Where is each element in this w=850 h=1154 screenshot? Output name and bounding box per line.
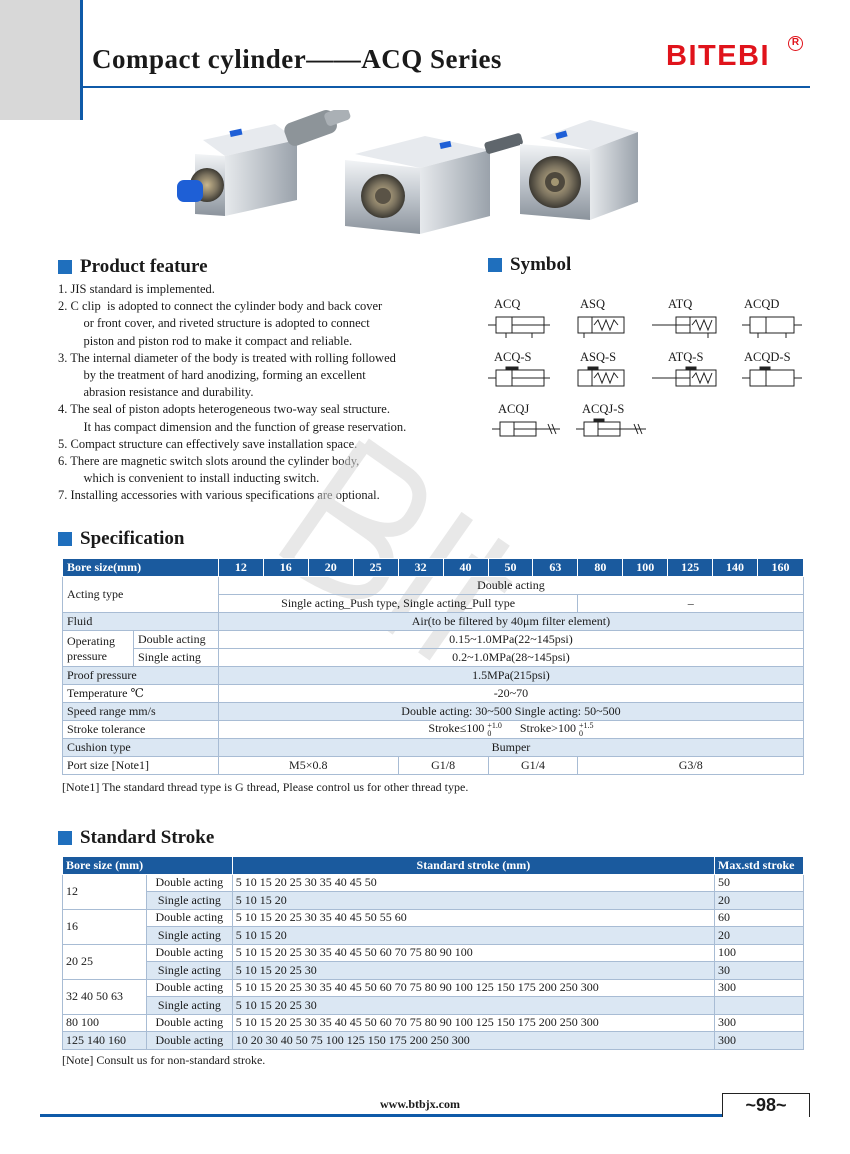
footer-rule	[40, 1114, 810, 1117]
page-title: Compact cylinder——ACQ Series	[92, 44, 502, 74]
acting-type-cell: Double acting	[146, 874, 232, 892]
max-cell: 30	[715, 962, 804, 980]
table-header-row	[63, 857, 804, 875]
header-cell: 25	[353, 559, 398, 577]
table-row	[63, 1032, 804, 1050]
row-label: Cushion type	[63, 739, 219, 757]
registered-mark-icon: R	[788, 36, 803, 51]
max-cell	[715, 997, 804, 1015]
table-row	[63, 703, 804, 721]
symbol-grid	[488, 292, 808, 442]
symbol-label: ACQD-S	[744, 350, 791, 364]
row-label: Acting type	[63, 577, 219, 613]
strokes-cell: 5 10 15 20	[232, 927, 714, 945]
table-row	[63, 685, 804, 703]
strokes-cell: 5 10 15 20 25 30	[232, 962, 714, 980]
section-square-icon	[488, 258, 502, 272]
max-cell: 20	[715, 927, 804, 945]
feature-list	[58, 281, 458, 505]
table-cell: 0.15~1.0MPa(22~145psi)	[218, 631, 803, 649]
feature-line: 1. JIS standard is implemented.	[58, 282, 215, 296]
symbol-title: Symbol	[510, 254, 572, 275]
cylinder-photo-1	[177, 110, 351, 216]
feature-line: 3. The internal diameter of the body is treated with rolling followed	[58, 350, 396, 365]
acting-type-cell: Double acting	[146, 1032, 232, 1050]
strokes-cell: 5 10 15 20 25 30	[232, 997, 714, 1015]
table-row	[63, 997, 804, 1015]
header-cell: 12	[218, 559, 263, 577]
header-cell: Standard stroke (mm)	[232, 857, 714, 875]
symbol-label: ASQ-S	[580, 350, 617, 364]
strokes-cell: 5 10 15 20 25 30 35 40 45 50 60 70 75 80 90 100 125 150 175 200 250 300	[232, 1014, 714, 1032]
table-row	[63, 874, 804, 892]
symbol-label: ACQ-S	[494, 350, 532, 364]
strokes-cell: 10 20 30 40 50 75 100 125 150 175 200 250 300	[232, 1032, 714, 1050]
title-underline	[80, 86, 810, 88]
row-label: Fluid	[63, 613, 219, 631]
table-cell: M5×0.8	[218, 757, 398, 775]
acting-type-cell: Double acting	[146, 979, 232, 997]
feature-line: by the treatment of hard anodizing, forming an excellent	[71, 368, 366, 383]
tolerance-a-lower: 0	[487, 728, 492, 738]
row-label-line: Operating	[67, 633, 115, 648]
strokes-cell: 5 10 15 20 25 30 35 40 45 50 60 70 75 80 90 100 125 150 175 200 250 300	[232, 979, 714, 997]
bore-cell: 12	[63, 874, 147, 909]
row-label: Proof pressure	[63, 667, 219, 685]
feature-line: 2. C clip is adopted to connect the cylinder body and back cover	[58, 299, 383, 314]
header-cell: 140	[713, 559, 758, 577]
row-label: Port size [Note1]	[63, 757, 219, 775]
section-square-icon	[58, 260, 72, 274]
row-label: Temperature ℃	[63, 685, 219, 703]
tolerance-a-upper: +1.0	[487, 720, 502, 730]
table-row	[63, 979, 804, 997]
table-row	[63, 649, 804, 667]
feature-line: which is convenient to install inducting switch.	[71, 471, 320, 486]
row-label: Stroke tolerance	[63, 721, 219, 739]
brand-logo: BITEBI	[666, 40, 771, 72]
header-cell: 100	[623, 559, 668, 577]
max-cell: 300	[715, 1032, 804, 1050]
section-square-icon	[58, 532, 72, 546]
feature-line: or front cover, and riveted structure is adopted to connect	[71, 316, 370, 331]
row-label: Speed range mm/s	[63, 703, 219, 721]
specification-title: Specification	[80, 528, 185, 549]
product-photos	[175, 110, 655, 235]
standard-stroke-title: Standard Stroke	[80, 827, 215, 848]
symbol-label: ACQD	[744, 297, 780, 311]
header-cell: 50	[488, 559, 533, 577]
max-cell: 100	[715, 944, 804, 962]
tolerance-b: Stroke>100	[519, 721, 576, 736]
table-row	[63, 892, 804, 910]
table-row	[63, 962, 804, 980]
table-row	[63, 1014, 804, 1032]
table-cell: Bumper	[218, 739, 803, 757]
row-label	[63, 631, 134, 667]
row-sublabel: Double acting	[133, 631, 218, 649]
specification-table	[62, 558, 804, 775]
row-label-line: pressure	[67, 648, 107, 663]
acting-type-cell: Double acting	[146, 1014, 232, 1032]
header-cell: 160	[758, 559, 804, 577]
feature-line: 5. Compact structure can effectively save installation space.	[58, 436, 358, 451]
table-row	[63, 909, 804, 927]
max-cell: 50	[715, 874, 804, 892]
tolerance-b-upper: +1.5	[578, 720, 594, 730]
header-cell: 40	[443, 559, 488, 577]
bore-cell: 80 100	[63, 1014, 147, 1032]
symbol-label: ACQJ-S	[582, 402, 625, 416]
specification-heading	[58, 528, 185, 550]
table-cell: -20~70	[218, 685, 803, 703]
feature-line: 4. The seal of piston adopts heterogeneous two-way seal structure.	[58, 402, 390, 417]
acting-type-cell: Single acting	[146, 962, 232, 980]
feature-line: piston and piston rod to make it compact and reliable.	[71, 333, 353, 348]
symbol-label: ACQ	[494, 297, 521, 311]
header-cell: 32	[398, 559, 443, 577]
symbol-heading	[488, 254, 571, 276]
header-cell: Bore size(mm)	[63, 559, 219, 577]
feature-line: abrasion resistance and durability.	[71, 385, 254, 400]
product-feature-heading	[58, 256, 208, 278]
bore-cell: 125 140 160	[63, 1032, 147, 1050]
tolerance-a: Stroke≤100	[428, 721, 485, 736]
tolerance-a-limits	[487, 722, 502, 738]
acting-type-cell: Single acting	[146, 997, 232, 1015]
table-row	[63, 667, 804, 685]
symbol-label: ASQ	[580, 297, 606, 311]
acting-type-cell: Single acting	[146, 927, 232, 945]
acting-type-cell: Double acting	[146, 909, 232, 927]
feature-line: 6. There are magnetic switch slots around the cylinder body,	[58, 454, 360, 469]
strokes-cell: 5 10 15 20 25 30 35 40 45 50 60 70 75 80 90 100	[232, 944, 714, 962]
header-cell: Max.std stroke	[715, 857, 804, 875]
header-cell: 80	[578, 559, 623, 577]
header-vertical-rule	[80, 0, 83, 120]
feature-line: It has compact dimension and the function of grease reservation.	[71, 419, 407, 434]
bore-cell: 16	[63, 909, 147, 944]
max-cell: 300	[715, 1014, 804, 1032]
table-cell: –	[578, 595, 804, 613]
table-cell: G1/8	[398, 757, 488, 775]
table-row	[63, 721, 804, 739]
table-cell: Double acting	[218, 577, 803, 595]
table-row	[63, 927, 804, 945]
table-row	[63, 613, 804, 631]
acting-type-cell: Single acting	[146, 892, 232, 910]
max-cell: 20	[715, 892, 804, 910]
table-header-row	[63, 559, 804, 577]
table-cell	[218, 721, 803, 739]
section-square-icon	[58, 831, 72, 845]
table-cell: G1/4	[488, 757, 578, 775]
table-cell: Air(to be filtered by 40μm filter element)	[218, 613, 803, 631]
strokes-cell: 5 10 15 20 25 30 35 40 45 50	[232, 874, 714, 892]
page-number: ~98~	[722, 1093, 810, 1117]
table-cell: 0.2~1.0MPa(28~145psi)	[218, 649, 803, 667]
product-feature-title: Product feature	[80, 256, 208, 277]
table-row	[63, 757, 804, 775]
tolerance-b-lower: 0	[578, 728, 583, 738]
symbol-label: ATQ	[668, 297, 693, 311]
feature-line: 7. Installing accessories with various specifications are optional.	[58, 488, 380, 503]
table-row	[63, 577, 804, 595]
table-cell: 1.5MPa(215psi)	[218, 667, 803, 685]
symbol-label: ACQJ	[498, 402, 530, 416]
footer-url: www.btbjx.com	[380, 1097, 460, 1111]
header-corner-block	[0, 0, 82, 120]
bore-cell: 20 25	[63, 944, 147, 979]
table-cell: G3/8	[578, 757, 804, 775]
cylinder-photo-2	[345, 133, 524, 234]
acting-type-cell: Double acting	[146, 944, 232, 962]
table-row	[63, 944, 804, 962]
max-cell: 60	[715, 909, 804, 927]
table-row	[63, 631, 804, 649]
header-cell: 16	[263, 559, 308, 577]
cylinder-photo-3	[520, 120, 638, 220]
specification-note: [Note1] The standard thread type is G thread, Please control us for other thread type.	[62, 780, 469, 794]
bore-cell: 32 40 50 63	[63, 979, 147, 1014]
strokes-cell: 5 10 15 20 25 30 35 40 45 50 55 60	[232, 909, 714, 927]
tolerance-b-limits	[579, 722, 594, 738]
table-cell: Double acting: 30~500 Single acting: 50~500	[218, 703, 803, 721]
table-cell: Single acting_Push type, Single acting_Pull type	[218, 595, 578, 613]
header-cell: Bore size (mm)	[63, 857, 233, 875]
symbol-label: ATQ-S	[668, 350, 704, 364]
header-cell: 125	[668, 559, 713, 577]
header-cell: 63	[533, 559, 578, 577]
pneumatic-symbols-icon	[488, 292, 808, 442]
row-sublabel: Single acting	[133, 649, 218, 667]
standard-stroke-table	[62, 856, 804, 1050]
header-cell: 20	[308, 559, 353, 577]
stroke-note: [Note] Consult us for non-standard stroke.	[62, 1053, 266, 1067]
table-row	[63, 739, 804, 757]
standard-stroke-heading	[58, 827, 214, 849]
strokes-cell: 5 10 15 20	[232, 892, 714, 910]
max-cell: 300	[715, 979, 804, 997]
